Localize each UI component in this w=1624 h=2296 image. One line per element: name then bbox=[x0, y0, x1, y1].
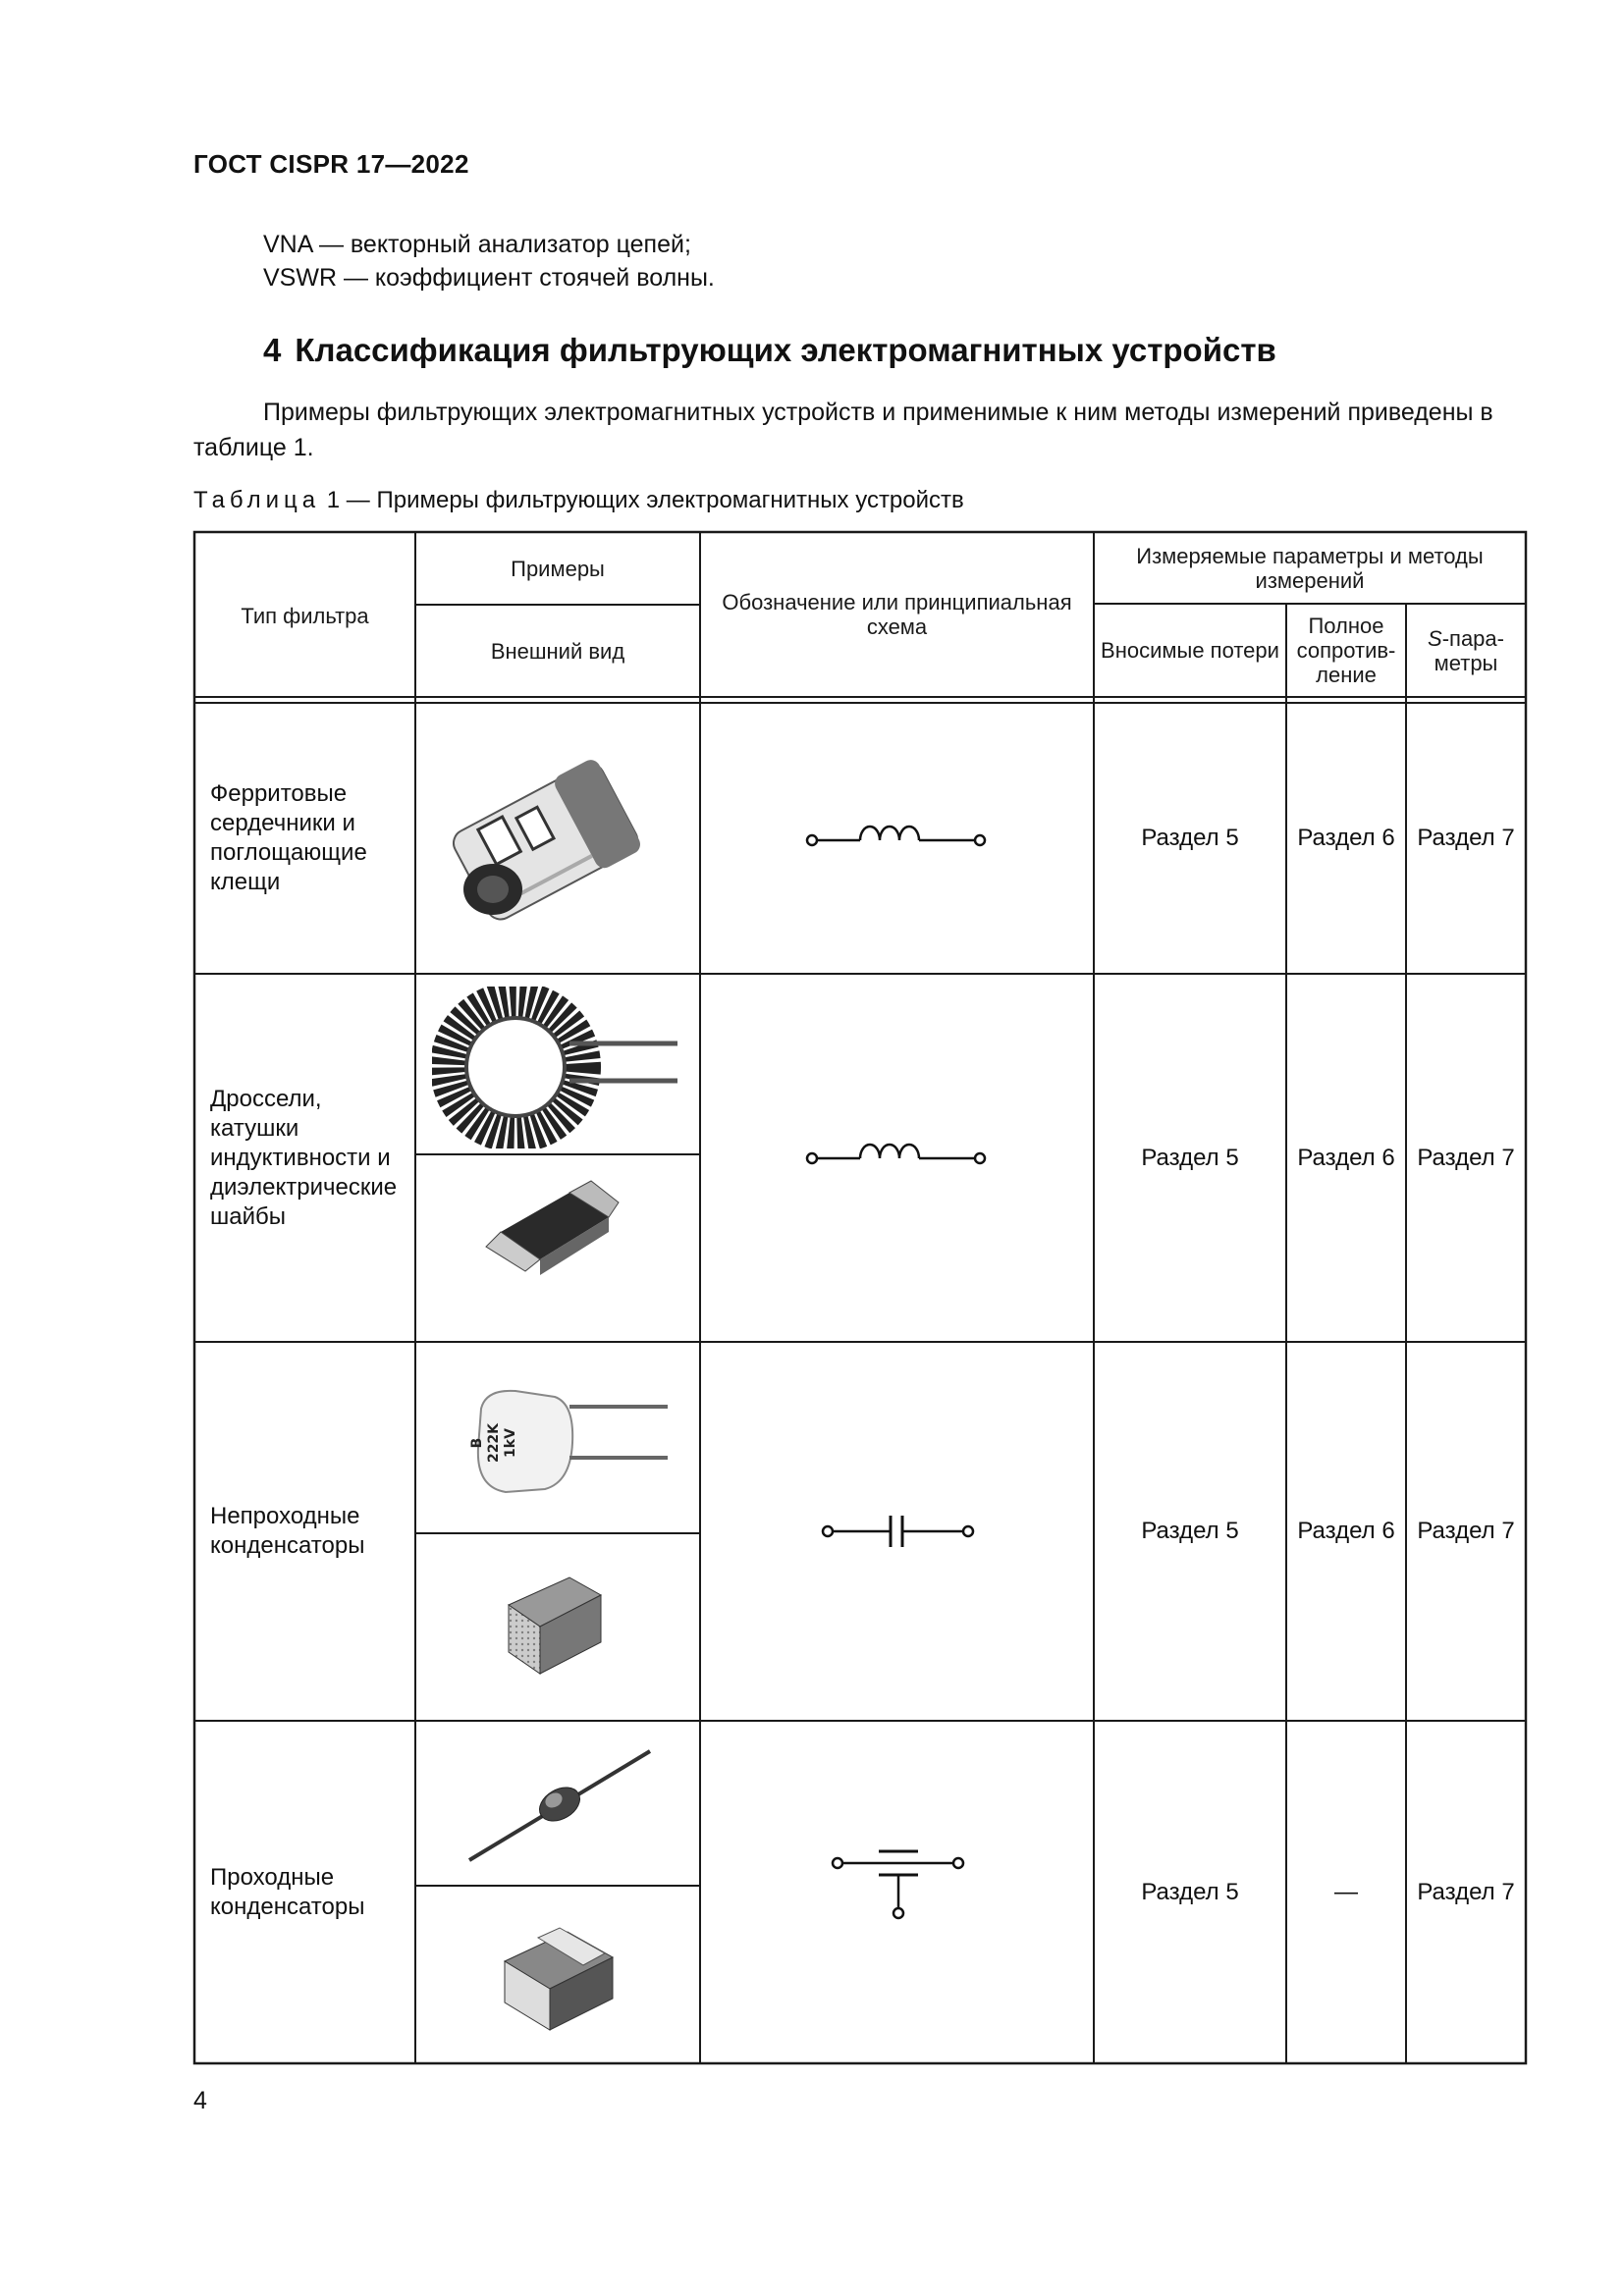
disc-capacitor-photo bbox=[466, 1379, 677, 1507]
row-3-s-parameters: Раздел 7 bbox=[1417, 1518, 1515, 1544]
choke-inductor-symbol bbox=[803, 1139, 990, 1174]
header-s-italic: S bbox=[1428, 625, 1442, 651]
row-1-s-parameters: Раздел 7 bbox=[1417, 825, 1515, 851]
header-s-rest: -пара-метры bbox=[1434, 625, 1504, 675]
header-impedance: Полное сопротив-ление bbox=[1296, 614, 1396, 687]
header-insertion-loss: Вносимые потери bbox=[1101, 638, 1279, 663]
page-number: 4 bbox=[193, 2087, 207, 2114]
row-2-impedance: Раздел 6 bbox=[1297, 1144, 1395, 1171]
capacitor-marking-2: 222K bbox=[486, 1422, 502, 1464]
section-title: Классификация фильтрующих электромагнитных устройств bbox=[295, 332, 1276, 368]
abbreviation-vswr: VSWR — коэффициент стоячей волны. bbox=[263, 264, 715, 292]
ferrite-inductor-symbol bbox=[803, 821, 990, 856]
row-1-type: Ферритовые сердечники и поглощающие клещи bbox=[210, 780, 367, 895]
capacitor-marking-3: 1kV bbox=[503, 1428, 518, 1458]
header-examples: Примеры bbox=[511, 556, 605, 581]
toroid-choke-photo bbox=[432, 987, 687, 1148]
table-caption-text: 1 — Примеры фильтрующих электромагнитных устройств bbox=[326, 487, 964, 513]
feedthrough-smd-capacitor-photo bbox=[491, 1914, 628, 2037]
mlcc-capacitor-photo bbox=[491, 1566, 619, 1683]
row-3-impedance: Раздел 6 bbox=[1297, 1518, 1395, 1544]
row-4-s-parameters: Раздел 7 bbox=[1417, 1878, 1515, 1905]
row-4-type: Проходные конденсаторы bbox=[210, 1863, 365, 1920]
row-1-impedance: Раздел 6 bbox=[1297, 825, 1395, 851]
row-1-insertion-loss: Раздел 5 bbox=[1141, 825, 1239, 851]
standard-code: ГОСТ CISPR 17—2022 bbox=[193, 149, 469, 179]
header-s-parameters-text bbox=[1410, 626, 1522, 675]
row-2-type: Дроссели, катушки индуктивности и диэлектрические шайбы bbox=[210, 1085, 398, 1230]
row-2-insertion-loss: Раздел 5 bbox=[1141, 1144, 1239, 1171]
header-appearance: Внешний вид bbox=[490, 638, 625, 664]
ferrite-core-photo bbox=[432, 736, 668, 942]
abbreviation-vna: VNA — векторный анализатор цепей; bbox=[263, 231, 691, 258]
table-caption-word: Таблица bbox=[193, 487, 321, 513]
header-measured: Измеряемые параметры и методы измерений bbox=[1136, 543, 1484, 593]
row-3-type: Непроходные конденсаторы bbox=[210, 1503, 365, 1559]
row-3-insertion-loss: Раздел 5 bbox=[1141, 1518, 1239, 1544]
intro-paragraph: Примеры фильтрующих электромагнитных устройств и применимые к ним методы измерений приведены в таблице 1. bbox=[193, 399, 1493, 461]
feedthrough-axial-capacitor-photo bbox=[461, 1737, 658, 1875]
header-filter-type: Тип фильтра bbox=[241, 603, 369, 628]
smd-chip-choke-photo bbox=[481, 1173, 628, 1291]
section-number: 4 bbox=[263, 332, 282, 368]
feedthrough-capacitor-symbol bbox=[830, 1843, 967, 1922]
row-4-insertion-loss: Раздел 5 bbox=[1141, 1878, 1239, 1905]
header-s-parameters bbox=[1410, 604, 1522, 697]
capacitor-symbol bbox=[820, 1512, 977, 1551]
row-2-s-parameters: Раздел 7 bbox=[1417, 1144, 1515, 1171]
header-designation: Обозначение или принципиальная схема bbox=[722, 590, 1072, 639]
row-4-impedance: — bbox=[1334, 1878, 1358, 1905]
capacitor-marking-1: B bbox=[469, 1437, 485, 1449]
